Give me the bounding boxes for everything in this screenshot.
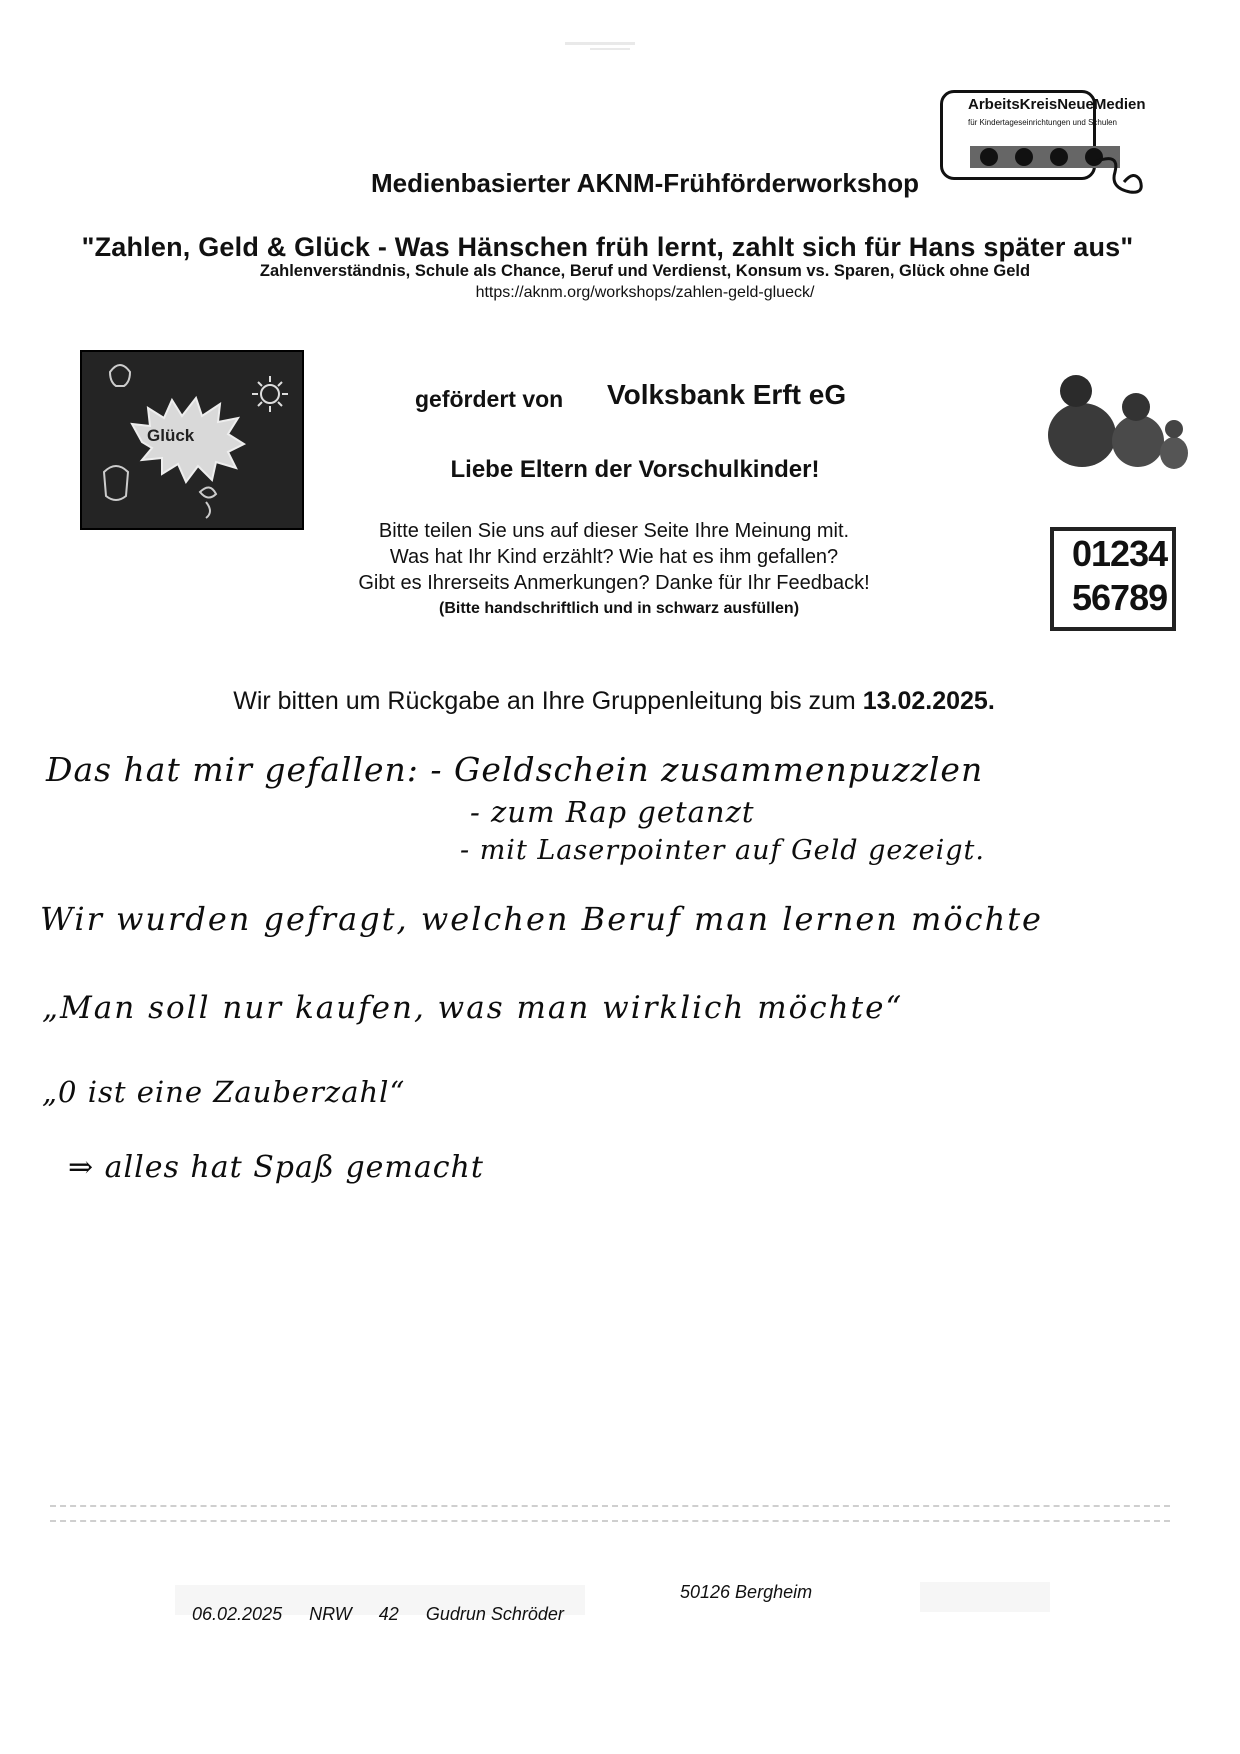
figures-image [1040, 365, 1190, 471]
footer-location: 50126 Bergheim [680, 1582, 813, 1602]
handwritten-line: - zum Rap getanzt [470, 795, 755, 829]
footer-date: 06.02.2025 [192, 1604, 283, 1624]
digits-line: 56789 [1072, 577, 1168, 618]
scan-line [50, 1505, 1170, 1507]
return-note [0, 687, 1228, 716]
request-instruction: (Bitte handschriftlich und in schwarz ausfüllen) [438, 600, 800, 617]
request-line: Was hat Ihr Kind erzählt? Wie hat es ihm gefallen? [389, 546, 839, 568]
handwritten-line: „0 ist eine Zauberzahl“ [42, 1075, 406, 1109]
footer-name: Gudrun Schröder [425, 1604, 564, 1624]
digits-line: 01234 [1072, 533, 1168, 574]
logo-glyph [980, 148, 998, 166]
scan-smudge [565, 42, 635, 45]
sponsor-prefix: gefördert von [415, 386, 564, 412]
glueck-label: Glück [147, 426, 195, 445]
logo-name: ArbeitsKreisNeueMedien [968, 96, 1146, 113]
sponsor-name: Volksbank Erft eG [607, 379, 847, 410]
workshop-url: https://aknm.org/workshops/zahlen-geld-glueck/ [475, 284, 815, 301]
scan-smudge [590, 48, 630, 50]
footer-number: 42 [378, 1604, 399, 1624]
workshop-subtitle: "Zahlen, Geld & Glück - Was Hänschen früh lernt, zahlt sich für Hans später aus" [81, 232, 1134, 262]
footer-state: NRW [309, 1604, 352, 1624]
greeting: Liebe Eltern der Vorschulkinder! [450, 456, 820, 483]
handwritten-line: Wir wurden gefragt, welchen Beruf man lernen möchte [40, 900, 1043, 938]
logo-glyph [1050, 148, 1068, 166]
workshop-topics: Zahlenverständnis, Schule als Chance, Beruf und Verdienst, Konsum vs. Sparen, Glück ohne Geld [259, 262, 1031, 280]
footer-info [192, 1604, 586, 1625]
request-line: Gibt es Ihrerseits Anmerkungen? Danke für Ihr Feedback! [358, 572, 870, 594]
handwritten-line: ⇒ alles hat Spaß gemacht [68, 1150, 484, 1185]
scan-line [50, 1520, 1170, 1522]
digits-image [1050, 527, 1176, 631]
return-note-text: Wir bitten um Rückgabe an Ihre Gruppenleitung bis zum [233, 687, 863, 715]
glueck-image [80, 350, 304, 530]
handwritten-line: „Man soll nur kaufen, was man wirklich möchte“ [42, 990, 904, 1026]
return-date: 13.02.2025. [862, 687, 995, 715]
scan-smudge [920, 1582, 1050, 1612]
handwritten-line: Das hat mir gefallen: - Geldschein zusammenpuzzlen [46, 750, 984, 789]
logo-glyph [1015, 148, 1033, 166]
request-line: Bitte teilen Sie uns auf dieser Seite Ihre Meinung mit. [378, 520, 850, 542]
handwritten-line: - mit Laserpointer auf Geld gezeigt. [460, 835, 985, 866]
page-title: Medienbasierter AKNM-Frühförderworkshop [371, 168, 919, 198]
logo-tagline: für Kindertageseinrichtungen und Schulen [968, 118, 1117, 127]
